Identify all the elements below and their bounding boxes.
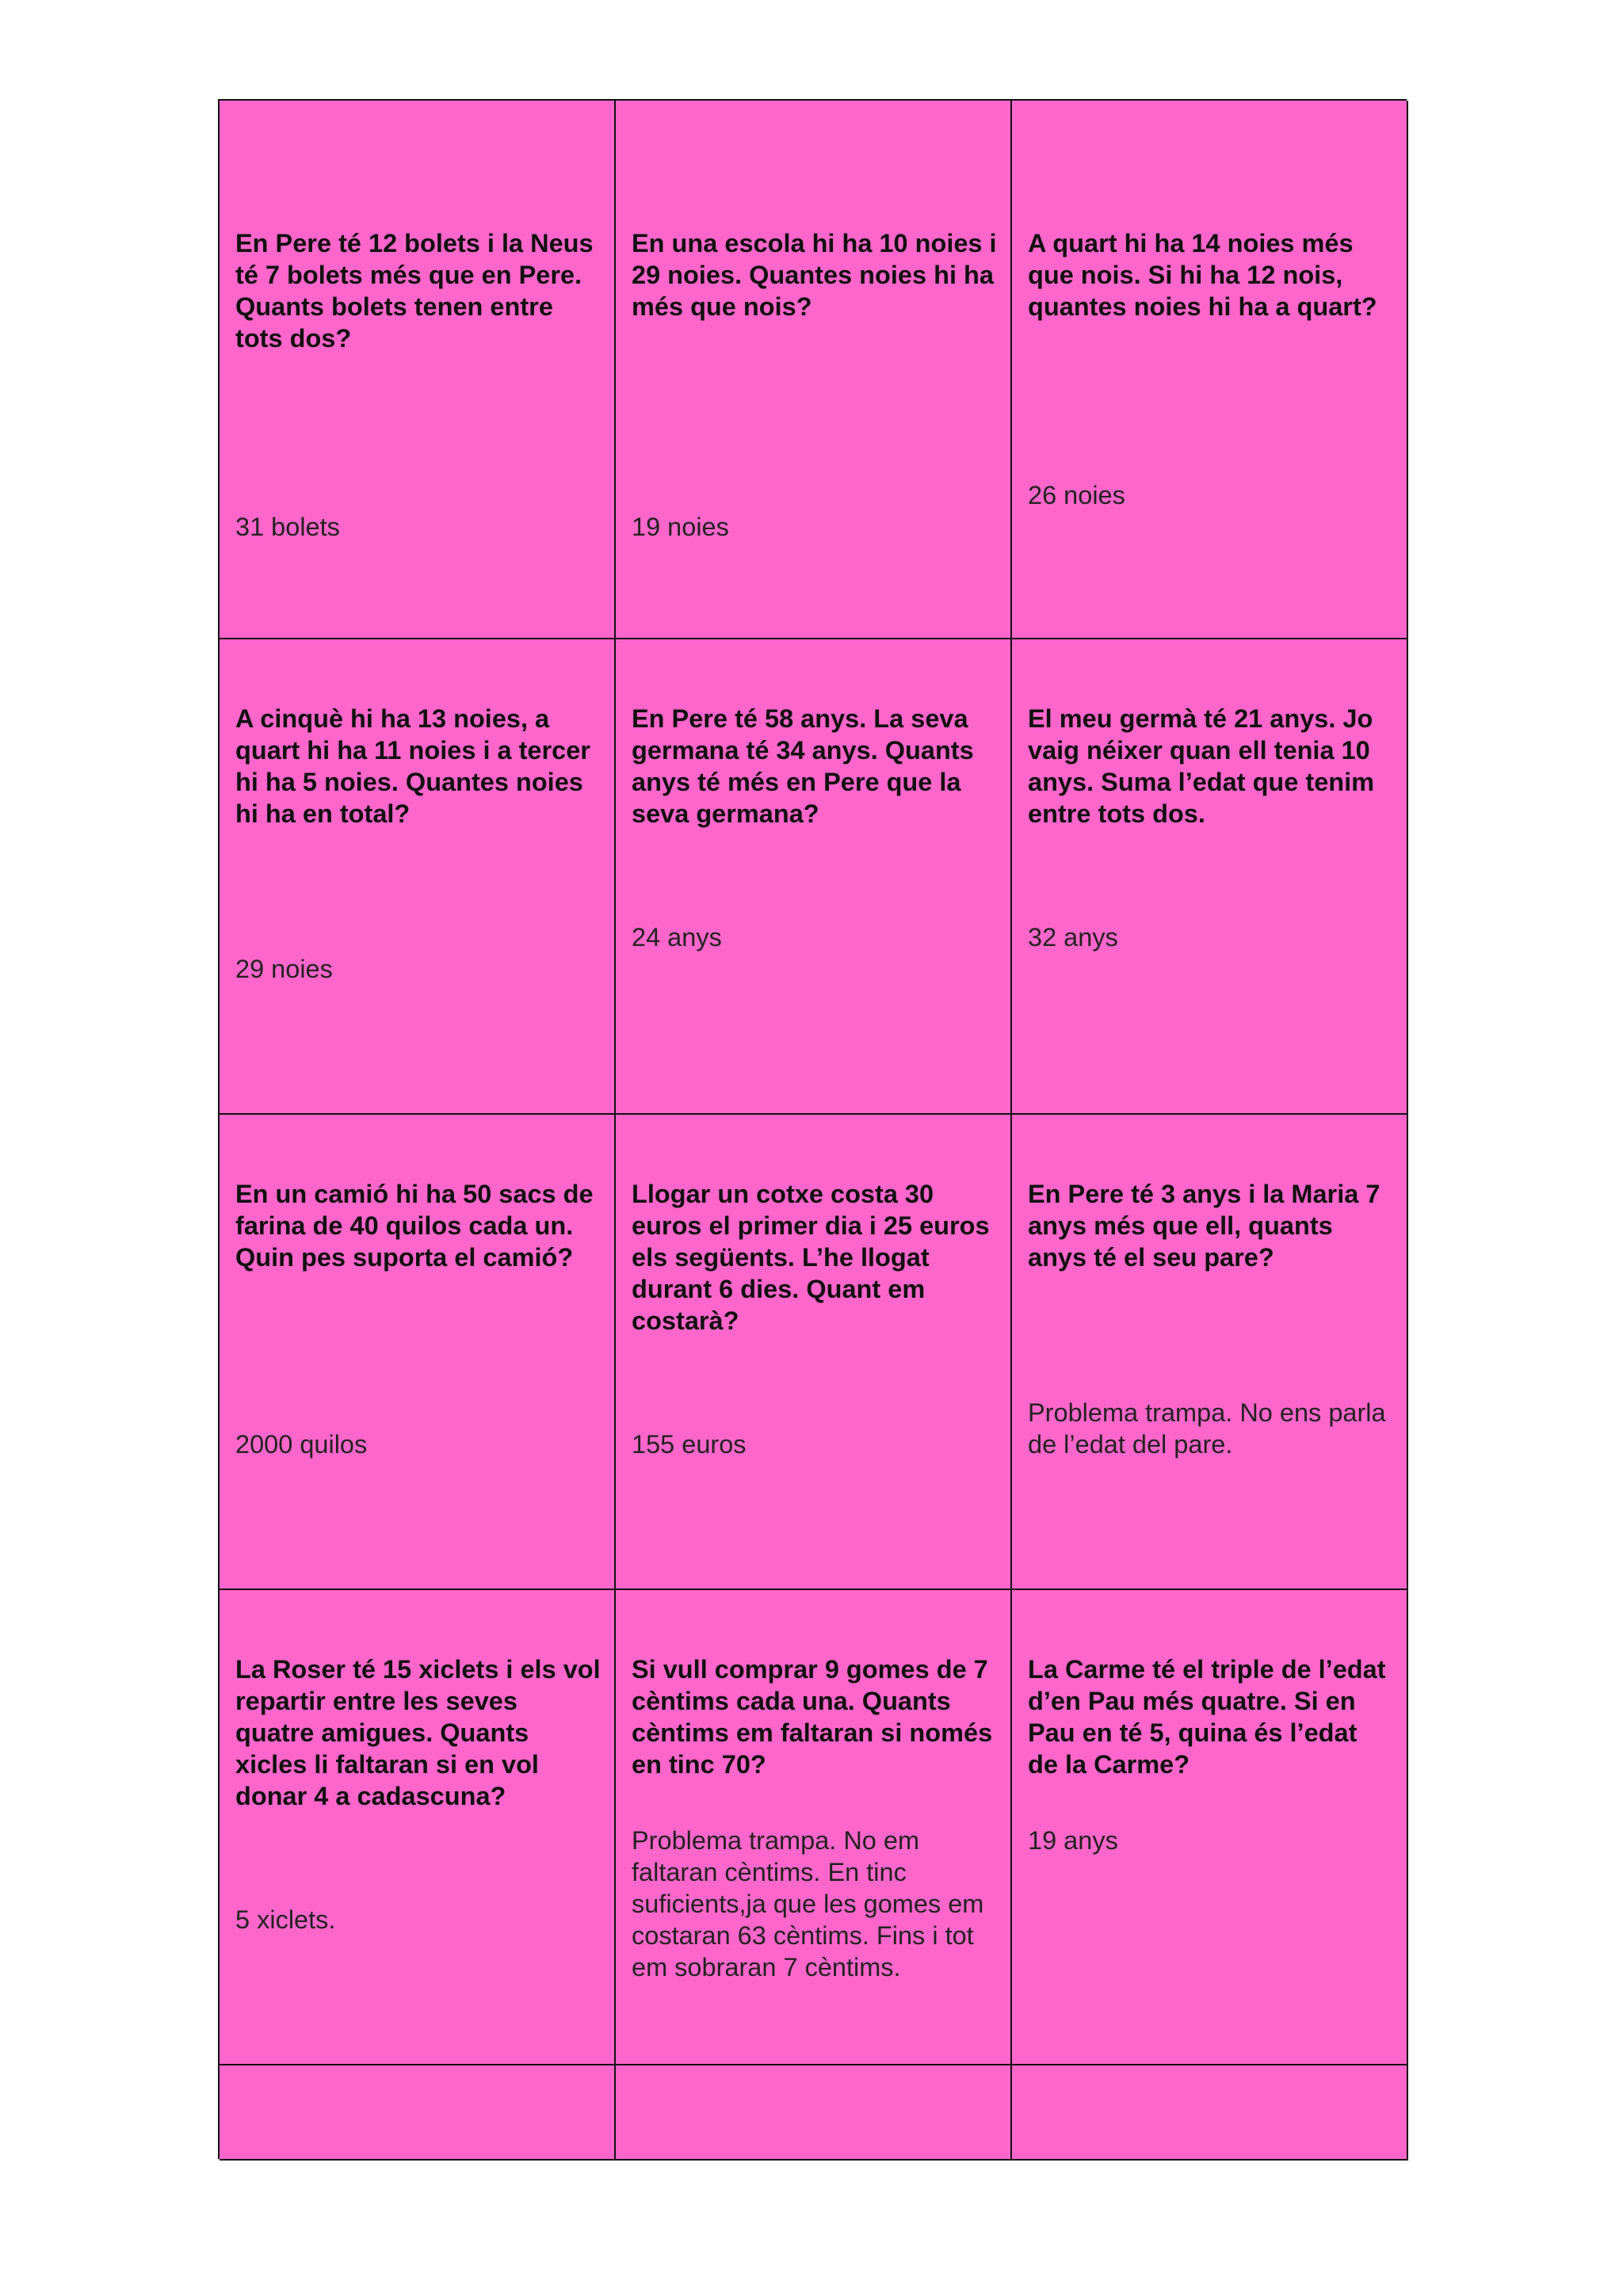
card-question: Llogar un cotxe costa 30 euros el primer dia i 25 euros els següents. L’he llogat durant 6 dies. Quant em costarà? xyxy=(632,1180,990,1335)
problem-card xyxy=(616,101,1012,639)
card-answer: Problema trampa. No em faltaran cèntims. En tinc suficients,ja que les gomes em costaran 63 cèntims. Fins i tot em sobraran 7 cèntims. xyxy=(632,1826,984,1981)
problem-card xyxy=(1012,101,1408,639)
card-answer: 31 bolets xyxy=(235,513,340,541)
card-question: A cinquè hi ha 13 noies, a quart hi ha 11 noies i a tercer hi ha 5 noies. Quantes noies hi ha en total? xyxy=(235,704,590,828)
problem-card xyxy=(616,1590,1012,2065)
problem-card-grid xyxy=(218,99,1407,2159)
card-question: En Pere té 3 anys i la Maria 7 anys més que ell, quants anys té el seu pare? xyxy=(1028,1180,1381,1272)
problem-card xyxy=(616,639,1012,1115)
problem-card xyxy=(616,1115,1012,1590)
card-answer: 5 xiclets. xyxy=(235,1905,336,1934)
problem-card xyxy=(220,101,616,639)
card-answer: 2000 quilos xyxy=(235,1430,368,1459)
card-answer: Problema trampa. No ens parla de l’edat del pare. xyxy=(1028,1398,1386,1459)
card-question: A quart hi ha 14 noies més que nois. Si hi ha 12 nois, quantes noies hi ha a quart? xyxy=(1028,229,1377,321)
problem-card xyxy=(1012,1590,1408,2065)
card-answer: 19 anys xyxy=(1028,1826,1118,1855)
card-question: En Pere té 12 bolets i la Neus té 7 bolets més que en Pere. Quants bolets tenen entre tots dos? xyxy=(235,229,594,353)
card-question: La Roser té 15 xiclets i els vol repartir entre les seves quatre amigues. Quants xicles li faltaran si en vol donar 4 a cadascuna? xyxy=(235,1655,601,1810)
card-question: En una escola hi ha 10 noies i 29 noies. Quantes noies hi ha més que nois? xyxy=(632,229,997,321)
card-answer: 29 noies xyxy=(235,955,333,983)
card-question: Si vull comprar 9 gomes de 7 cèntims cada una. Quants cèntims em faltaran si només en tinc 70? xyxy=(632,1655,993,1779)
problem-card xyxy=(1012,639,1408,1115)
card-answer: 155 euros xyxy=(632,1430,747,1459)
card-question: En un camió hi ha 50 sacs de farina de 40 quilos cada un. Quin pes suporta el camió? xyxy=(235,1180,594,1272)
problem-card xyxy=(1012,1115,1408,1590)
problem-card xyxy=(220,639,616,1115)
card-answer: 24 anys xyxy=(632,923,722,952)
problem-card xyxy=(220,1590,616,2065)
empty-card xyxy=(220,2065,616,2161)
card-answer: 19 noies xyxy=(632,513,729,541)
empty-card xyxy=(1012,2065,1408,2161)
card-question: La Carme té el triple de l’edat d’en Pau més quatre. Si en Pau en té 5, quina és l’edat de la Carme? xyxy=(1028,1655,1386,1779)
empty-card xyxy=(616,2065,1012,2161)
card-answer: 32 anys xyxy=(1028,923,1118,952)
card-question: En Pere té 58 anys. La seva germana té 34 anys. Quants anys té més en Pere que la seva germana? xyxy=(632,704,974,828)
card-answer: 26 noies xyxy=(1028,481,1125,509)
card-question: El meu germà té 21 anys. Jo vaig néixer quan ell tenia 10 anys. Suma l’edat que tenim entre tots dos. xyxy=(1028,704,1375,828)
problem-card xyxy=(220,1115,616,1590)
